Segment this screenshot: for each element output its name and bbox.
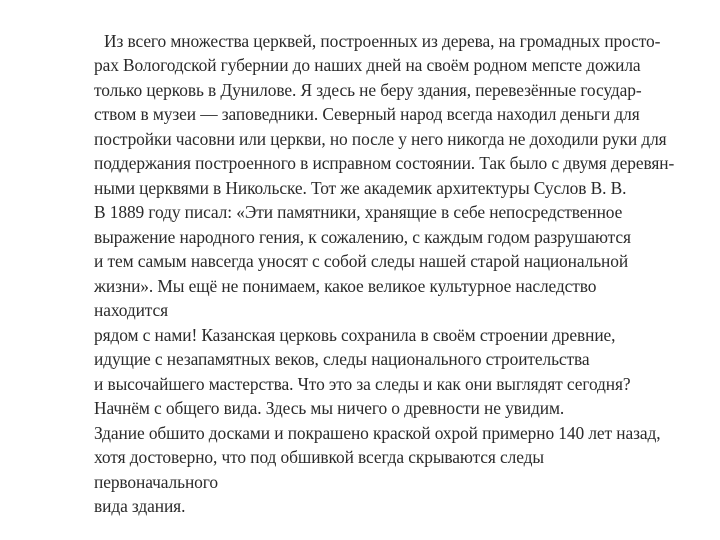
text-line: ством в музеи — заповедники. Северный народ всегда находил деньги для — [94, 104, 640, 124]
text-line: выражение народного гения, к сожалению, с каждым годом разрушаются — [94, 227, 631, 247]
text-line: первоначального — [94, 472, 218, 492]
text-line: ными церквями в Никольске. Тот же академик архитектуры Суслов В. В. — [94, 178, 627, 198]
text-line: только церковь в Дунилове. Я здесь не беру здания, перевезённые государ- — [94, 80, 642, 100]
text-line: рядом с нами! Казанская церковь сохранила в своём строении древние, — [94, 325, 616, 345]
text-line: находится — [94, 300, 169, 320]
text-line: и высочайшего мастерства. Что это за следы и как они выглядят сегодня? — [94, 374, 631, 394]
text-line: В 1889 году писал: «Эти памятники, хранящие в себе непосредственное — [94, 202, 623, 222]
text-line: рах Вологодской губернии до наших дней на своём родном мепсте дожила — [94, 55, 641, 75]
text-line: постройки часовни или церкви, но после у него никогда не доходили руки для — [94, 129, 667, 149]
text-line: Из всего множества церквей, построенных из дерева, на громадных просто- — [104, 31, 661, 51]
text-line: хотя достоверно, что под обшивкой всегда скрываются следы — [94, 447, 544, 467]
text-line: Начнём с общего вида. Здесь мы ничего о древности не увидим. — [94, 398, 565, 418]
text-line: и тем самым навсегда уносят с собой следы нашей старой национальной — [94, 251, 629, 271]
text-line: Здание обшито досками и покрашено краской охрой примерно 140 лет назад, — [94, 423, 661, 443]
text-line: вида здания. — [94, 496, 186, 516]
text-line: поддержания построенного в исправном состоянии. Так было с двумя деревян- — [94, 153, 675, 173]
text-line: идущие с незапамятных веков, следы национального строительства — [94, 349, 590, 369]
text-line: жизни». Мы ещё не понимаем, какое великое культурное наследство — [94, 276, 597, 296]
